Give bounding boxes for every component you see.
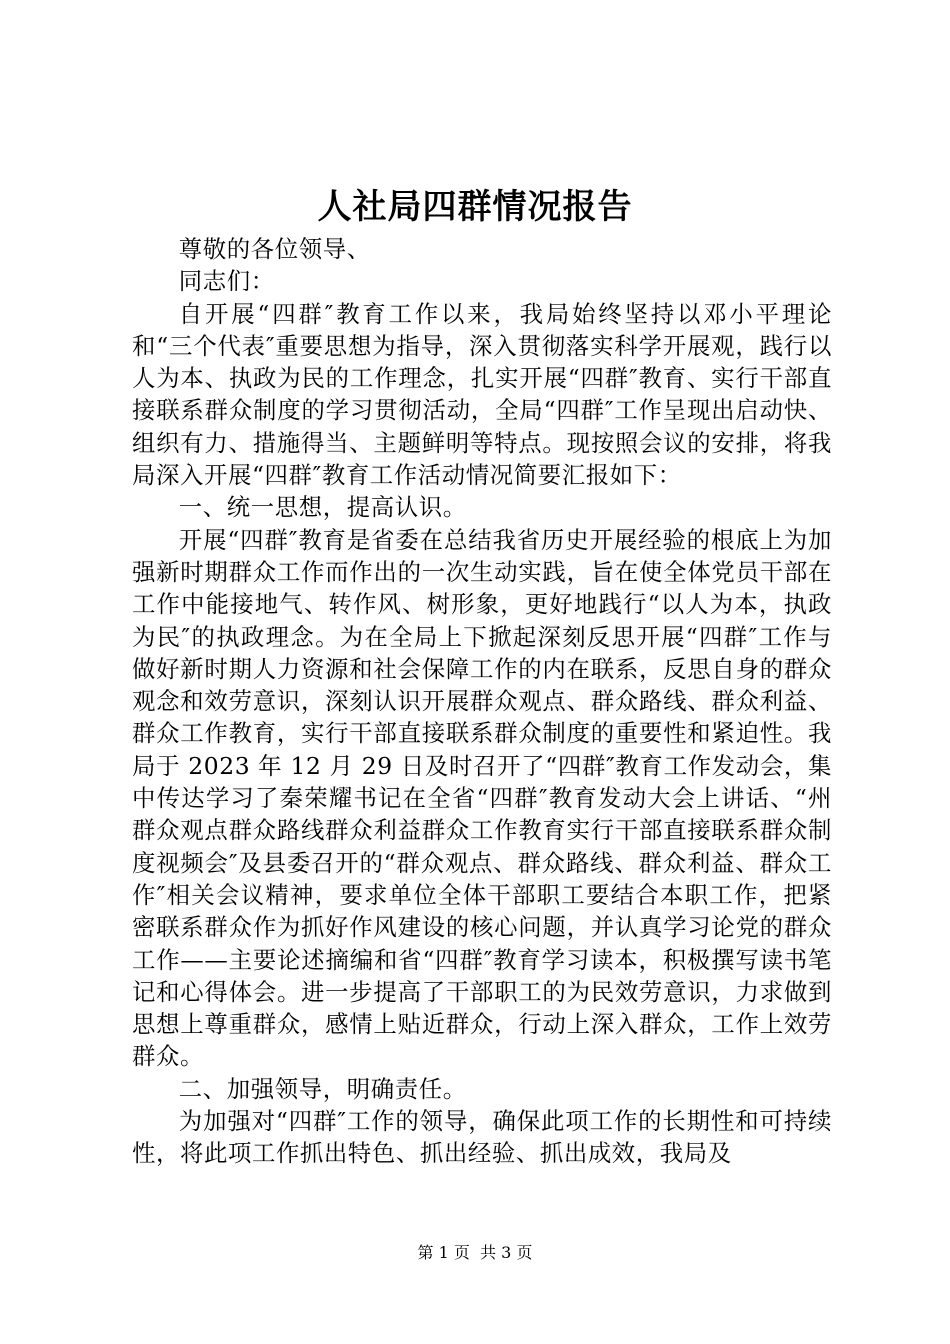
paragraph-section-1: 开展“四群″教育是省委在总结我省历史开展经验的根底上为加强新时期群众工作而作出的一次生动实践，旨在使全体党员干部在工作中能接地气、转作风、树形象，更好地践行“以人为本，执政为民″的执政理念。为在全局上下掀起深刻反思开展“四群″工作与做好新时期人力资源和社会保障工作的内在联系，反思自身的群众观念和效劳意识，深刻认识开展群众观点、群众路线、群众利益、群众工作教育，实行干部直接联系群众制度的重要性和紧迫性。我局于 2023 年 12 月 29 日及时召开了“四群″教育工作发动会，集中传达学习了秦荣耀书记在全省“四群″教育发动大会上讲话、“州群众观点群众路线群众利益群众工作教育实行干部直接联系群众制度视频会″及县委召开的“群众观点、群众路线、群众利益、群众工作″相关会议精神，要求单位全体干部职工要结合本职工作，把紧密联系群众作为抓好作风建设的核心问题，并认真学习论党的群众工作——主要论述摘编和省“四群″教育学习读本，积极撰写读书笔记和心得体会。进一步提高了干部职工的为民效劳意识，力求做到思想上尊重群众，感情上贴近群众，行动上深入群众，工作上效劳群众。 — [132, 525, 832, 1071]
paragraph-intro: 自开展“四群″教育工作以来，我局始终坚持以邓小平理论和“三个代表″重要思想为指导，深入贯彻落实科学开展观，践行以人为本、执政为民的工作理念，扎实开展“四群″教育、实行干部直接联系群众制度的学习贯彻活动，全局“四群″工作呈现出启动快、组织有力、措施得当、主题鲜明等特点。现按照会议的安排，将我局深入开展“四群″教育工作活动情况简要汇报如下： — [132, 299, 832, 490]
document-body — [132, 233, 832, 1170]
document-title: 人社局四群情况报告 — [317, 187, 633, 227]
paragraph-section-2: 为加强对“四群″工作的领导，确保此项工作的长期性和可持续性，将此项工作抓出特色、抓出经验、抓出成效，我局及 — [132, 1107, 832, 1168]
salutation-line-1: 尊敬的各位领导、 — [178, 235, 371, 263]
page-number-footer: 第 1 页 共 3 页 — [417, 1243, 533, 1262]
section-heading-2: 二、加强领导，明确责任。 — [178, 1074, 467, 1103]
salutation-line-2: 同志们： — [178, 267, 275, 296]
section-heading-1: 一、统一思想，提高认识。 — [178, 493, 467, 522]
